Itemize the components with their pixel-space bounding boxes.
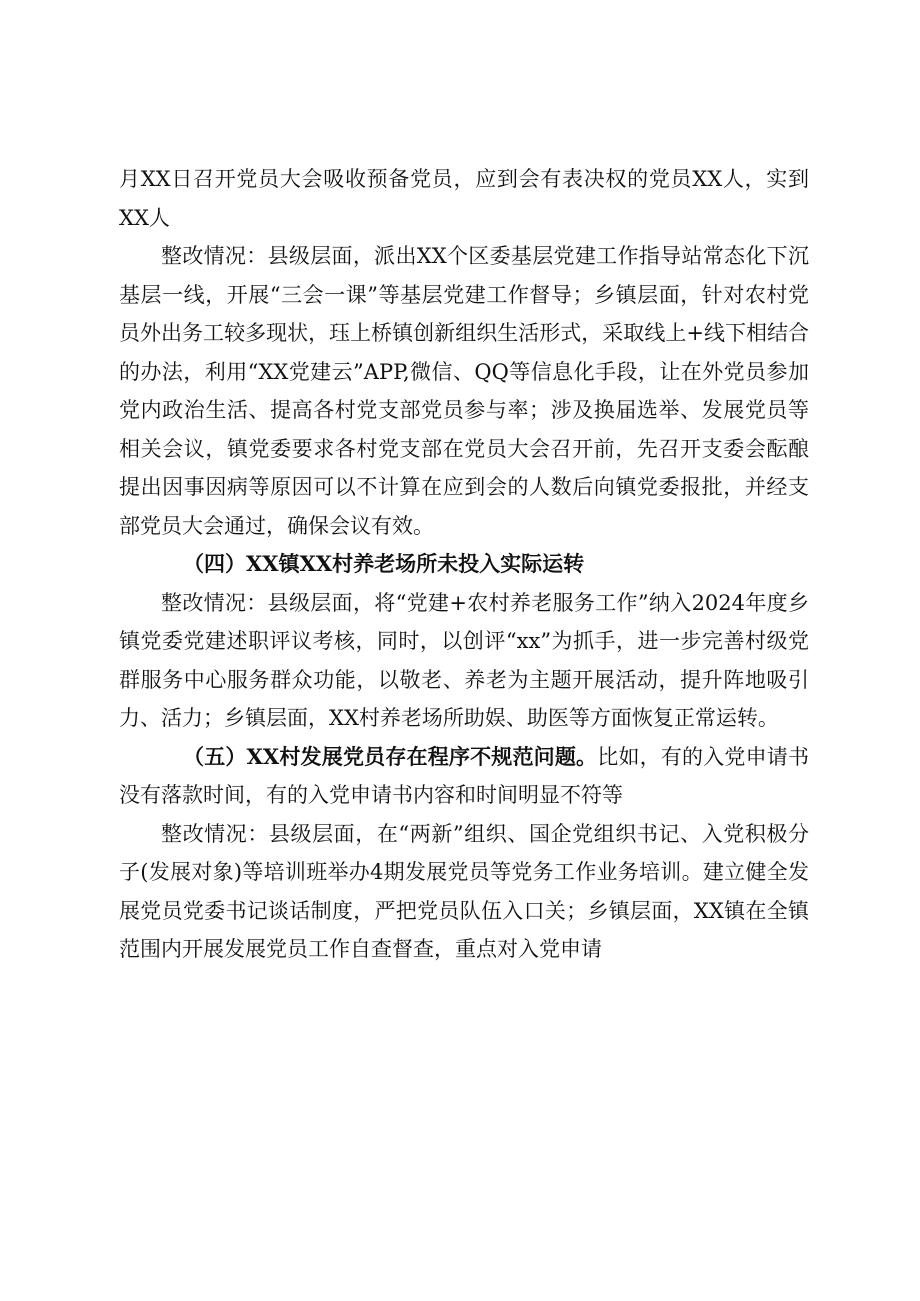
document-body <box>119 160 809 969</box>
paragraph-continued: 月XX日召开党员大会吸收预备党员，应到会有表决权的党员XX人，实到XX人 <box>119 167 809 230</box>
paragraph-rectification-4: 整改情况：县级层面，将“党建+农村养老服务工作”纳入2024年度乡镇党委党建述职评议考核，同时，以创评“xx”为抓手，进一步完善村级党群服务中心服务群众功能，以敬老、养老为主题开展活动，提升阵地吸引力、活力；乡镇层面，XX村养老场所助娱、助医等方面恢复正常运转。 <box>119 590 809 730</box>
section-5-text: 比如，有的入党申请书没有落款时间，有的入党申请书内容和时间明显不符等 <box>119 744 810 807</box>
section-heading-5: （五）XX村发展党员存在程序不规范问题。 <box>183 743 598 769</box>
section-paragraph-5 <box>119 738 809 815</box>
paragraph-rectification-5: 整改情况：县级层面，在“两新”组织、国企党组织书记、入党积极分子(发展对象)等培训班举办4期发展党员等党务工作业务培训。建立健全发展党员党委书记谈话制度，严把党员队伍入口关；乡镇层面，XX镇在全镇范围内开展发展党员工作自查督查，重点对入党申请 <box>119 821 809 961</box>
section-heading-4: （四）XX镇XX村养老场所未投入实际运转 <box>183 551 585 576</box>
paragraph-rectification-3: 整改情况：县级层面，派出XX个区委基层党建工作指导站常态化下沉基层一线，开展“三会一课”等基层党建工作督导；乡镇层面，针对农村党员外出务工较多现状，珏上桥镇创新组织生活形式，采取线上+线下相结合的办法，利用“XX党建云”APP,微信、QQ等信息化手段，让在外党员参加党内政治生活、提高各村党支部党员参与率；涉及换届选举、发展党员等相关会议，镇党委要求各村党支部在党员大会召开前，先召开支委会酝酿提出因事因病等原因可以不计算在应到会的人数后向镇党委报批，并经支部党员大会通过，确保会议有效。 <box>119 244 809 538</box>
